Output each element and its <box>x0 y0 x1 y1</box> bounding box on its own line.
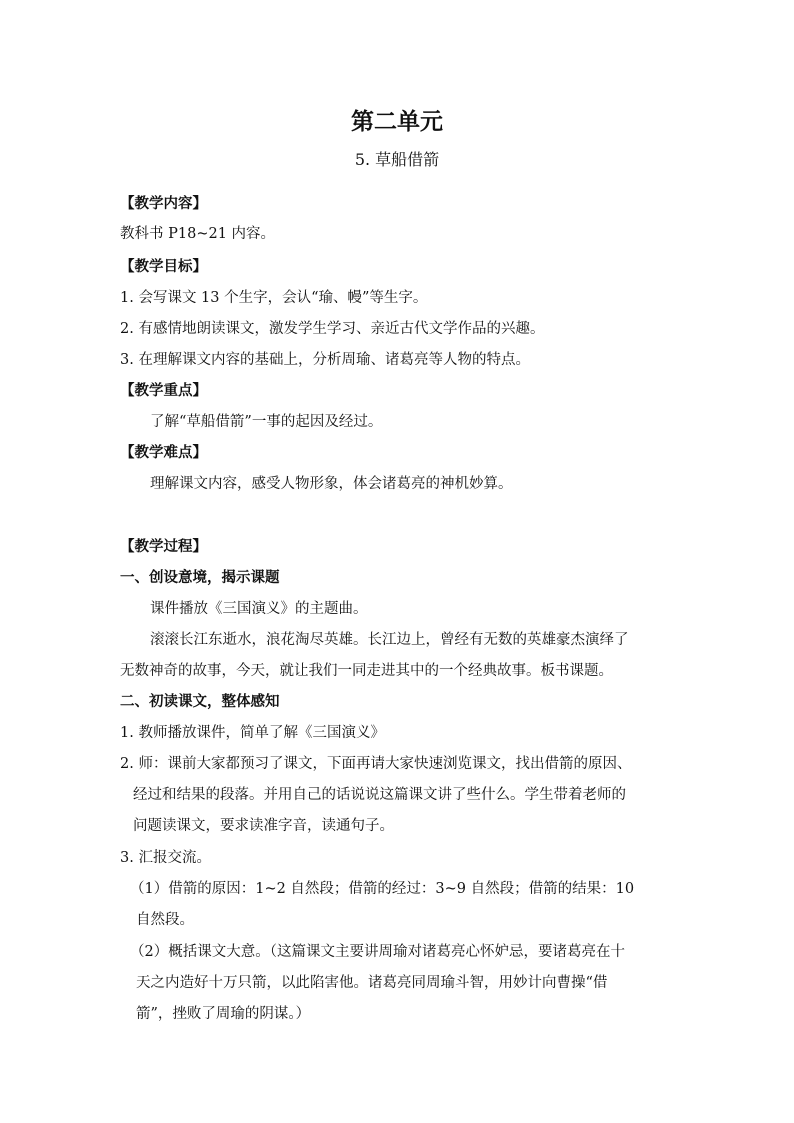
paragraph-line: 课件播放《三国演义》的主题曲。 <box>150 601 368 617</box>
list-item-2: 2. 师：课前大家都预习了课文，下面再请大家快速浏览课文，找出借箭的原因、 <box>120 756 632 772</box>
section-heading-content: 【教学内容】 <box>120 196 207 212</box>
content-text: 教科书 P18~21 内容。 <box>120 226 276 242</box>
step-heading-1: 一、创设意境，揭示课题 <box>120 570 280 586</box>
section-heading-goals: 【教学目标】 <box>120 259 207 275</box>
section-heading-difficulty: 【教学难点】 <box>120 445 207 461</box>
list-item-1: 1. 教师播放课件，简单了解《三国演义》 <box>120 725 385 741</box>
step-heading-2: 二、初读课文，整体感知 <box>120 694 280 710</box>
goal-item-3: 3. 在理解课文内容的基础上，分析周瑜、诸葛亮等人物的特点。 <box>120 352 530 368</box>
goal-item-2: 2. 有感情地朗读课文，激发学生学习、亲近古代文学作品的兴趣。 <box>120 321 545 337</box>
paragraph-line: 无数神奇的故事，今天，就让我们一同走进其中的一个经典故事。板书课题。 <box>120 663 613 679</box>
page-title: 第二单元 <box>351 109 443 135</box>
sub-item-2: （2）概括课文大意。（这篇课文主要讲周瑜对诸葛亮心怀妒忌，要诸葛亮在十 <box>130 944 625 960</box>
list-item-2-cont: 经过和结果的段落。并用自己的话说说这篇课文讲了些什么。学生带着老师的 <box>133 787 626 803</box>
focus-text: 了解“草船借箭”一事的起因及经过。 <box>150 414 383 430</box>
difficulty-text: 理解课文内容，感受人物形象，体会诸葛亮的神机妙算。 <box>150 476 513 492</box>
goal-item-1: 1. 会写课文 13 个生字，会认“瑜、幔”等生字。 <box>120 290 428 306</box>
list-item-3: 3. 汇报交流。 <box>120 850 211 866</box>
sub-item-1: （1）借箭的原因：1~2 自然段；借箭的经过：3~9 自然段；借箭的结果：10 <box>130 881 635 897</box>
paragraph-line: 滚滚长江东逝水，浪花淘尽英雄。长江边上，曾经有无数的英雄豪杰演绎了 <box>150 632 629 648</box>
sub-item-2-cont: 天之内造好十万只箭，以此陷害他。诸葛亮同周瑜斗智，用妙计向曹操“借 <box>136 975 608 991</box>
section-heading-process: 【教学过程】 <box>120 539 207 555</box>
sub-item-2-cont: 箭”，挫败了周瑜的阴谋。） <box>136 1006 311 1022</box>
section-heading-focus: 【教学重点】 <box>120 383 207 399</box>
sub-item-1-cont: 自然段。 <box>136 912 194 928</box>
list-item-2-cont: 问题读课文，要求读准字音，读通句子。 <box>133 818 394 834</box>
lesson-title: 5. 草船借箭 <box>354 150 440 169</box>
